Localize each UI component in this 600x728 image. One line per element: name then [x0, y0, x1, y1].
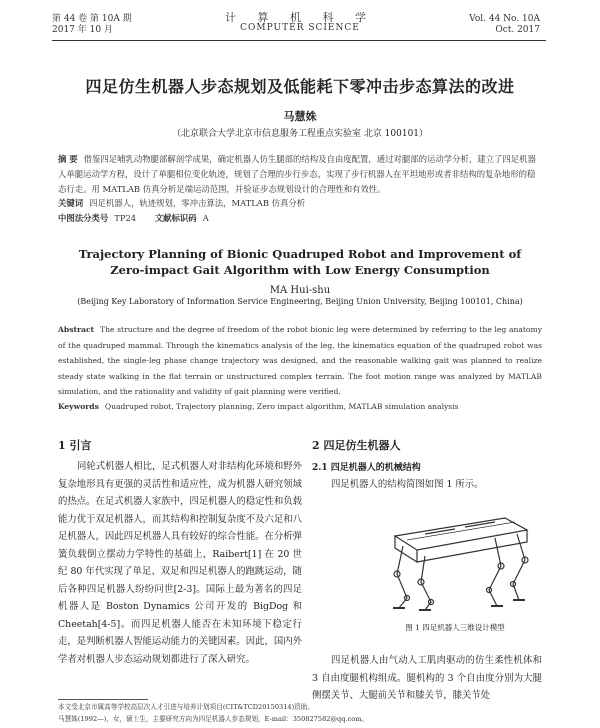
keywords-en-text: Quadruped robot, Trajectory planning, Zero impact algorithm, MATLAB simulation analysis: [104, 402, 459, 411]
keywords-cn: [58, 197, 542, 210]
footnote-funding: 本文受北京市属高等学校高层次人才引进与培养计划项目(CIT&TCD20150314)资助。: [58, 703, 314, 711]
figure-caption: 图 1 四足机器人三维设计模型: [405, 623, 505, 632]
title-en-line1: Trajectory Planning of Bionic Quadruped Robot and Improvement of: [78, 247, 522, 261]
title-cn: 四足仿生机器人步态规划及低能耗下零冲击步态算法的改进: [85, 77, 515, 96]
abstract-en: [58, 322, 542, 400]
section-2-heading: 2 四足仿生机器人: [312, 439, 401, 452]
author-en: MA Hui-shu: [269, 285, 331, 296]
header-vol-en: Vol. 44 No. 10A: [469, 14, 540, 24]
abstract-cn-text: 借鉴四足哺乳动物腿部解剖学成果，确定机器人仿生腿部的结构及自由度配置，通过对腿部的运动学分析，建立了四足机器人单腿运动学方程，设计了单腿相位变化轨迹，规划了合理的步行步态，实现了步行机器人在平坦地形或者非结构的复杂地形的稳态行走。用 MATLAB 仿真分析足端运动范围，并验证步态规划设计的合理性和有效性。: [58, 154, 536, 194]
affiliation-en: (Beijing Key Laboratory of Information Service Engineering, Beijing Union University, Beijing 100101, China): [77, 297, 523, 306]
classification-cn: [58, 212, 542, 225]
section-1-body: 同轮式机器人相比，足式机器人对非结构化环境和野外复杂地形具有更强的灵活性和适应性，成为机器人研究领域的热点。在足式机器人家族中，四足机器人的稳定性和负载能力优于双足机器人，而其结构和控制复杂度不及六足和八足机器人，因此四足机器人具有较好的综合性能。在分析弹簧负载倒立摆动力学特性的基础上，Raibert[1] 在 20 世纪 80 年代实现了单足、双足和四足机器人的跑跳运动，随后各种四足机器人纷纷问世[2-3]。国际上最为著名的四足机器人是 Boston Dynamics 公司开发的 BigDog 和 Cheetah[4-5]。而四足机器人能否在未知环境下稳定行走，是判断机器人智能运动能力的关键因素。因此，国内外学者对机器人步态运动规划都进行了深入研究。: [58, 461, 303, 665]
section-2-1-body-2: 四足机器人由气动人工肌肉驱动的仿生柔性机体和 3 自由度腿机构组成。腿机构的 3 个自由度分别为大腿侧摆关节、大腿前关节和膝关节，膝关节处: [312, 655, 542, 701]
header-volume-cn: [52, 14, 172, 36]
header-date-cn: 2017 年 10 月: [52, 25, 113, 35]
abstract-cn-label: 摘 要: [58, 154, 78, 164]
clc-label: 中图法分类号: [58, 213, 109, 223]
footnote-rule: [58, 699, 148, 700]
robot-figure: [385, 496, 535, 614]
title-en-line2: Zero-impact Gait Algorithm with Low Energy Consumption: [110, 263, 490, 277]
clc-value: TP24: [114, 213, 137, 223]
keywords-en-label: Keywords: [58, 402, 99, 411]
journal-name-cn: 计 算 机 科 学: [225, 11, 375, 24]
section-2-1-body: 四足机器人的结构简图如图 1 所示。: [331, 479, 484, 490]
header-volume-en: [420, 14, 540, 36]
section-1-heading: 1 引言: [58, 439, 92, 452]
abstract-en-text: The structure and the degree of freedom of the robot bionic leg were determined by referring to the leg anatomy of the quadruped mammal. Through the kinematics analysis of the leg, the kinematics equation of the quadruped robot was established, the single-leg phase change trajectory was designed, and the reasonable walking gait was planned to realize steady state walking in the flat terrain or unstructured complex terrain. The foot motion range was analyzed by MATLAB simulation, and the rationality and validity of gait planning were verified.: [58, 325, 542, 396]
author-cn: 马慧姝: [283, 110, 317, 123]
journal-name-en: COMPUTER SCIENCE: [240, 23, 360, 33]
header-journal: [200, 12, 400, 34]
keywords-cn-label: 关键词: [58, 198, 84, 208]
keywords-cn-text: 四足机器人，轨迹规划，零冲击算法，MATLAB 仿真分析: [89, 198, 306, 208]
affiliation-cn: （北京联合大学北京市信息服务工程重点实验室 北京 100101）: [171, 129, 429, 139]
header-vol-cn: 第 44 卷 第 10A 期: [52, 14, 132, 24]
section-2-1-heading: 2.1 四足机器人的机械结构: [312, 463, 421, 473]
keywords-en: [58, 400, 542, 413]
footnote-author: 马慧姝(1992—)，女，硕士生，主要研究方向为四足机器人步态规划，E-mail：350827582@qq.com。: [58, 715, 369, 723]
abstract-en-label: Abstract: [58, 325, 95, 334]
header-rule: [52, 40, 546, 41]
doc-code-value: A: [202, 213, 209, 223]
robot-3d-model-icon: [385, 496, 535, 614]
title-en: [40, 246, 560, 278]
header-date-en: Oct. 2017: [495, 25, 540, 35]
abstract-cn: [58, 152, 542, 197]
doc-code-label: 文献标识码: [154, 213, 197, 223]
